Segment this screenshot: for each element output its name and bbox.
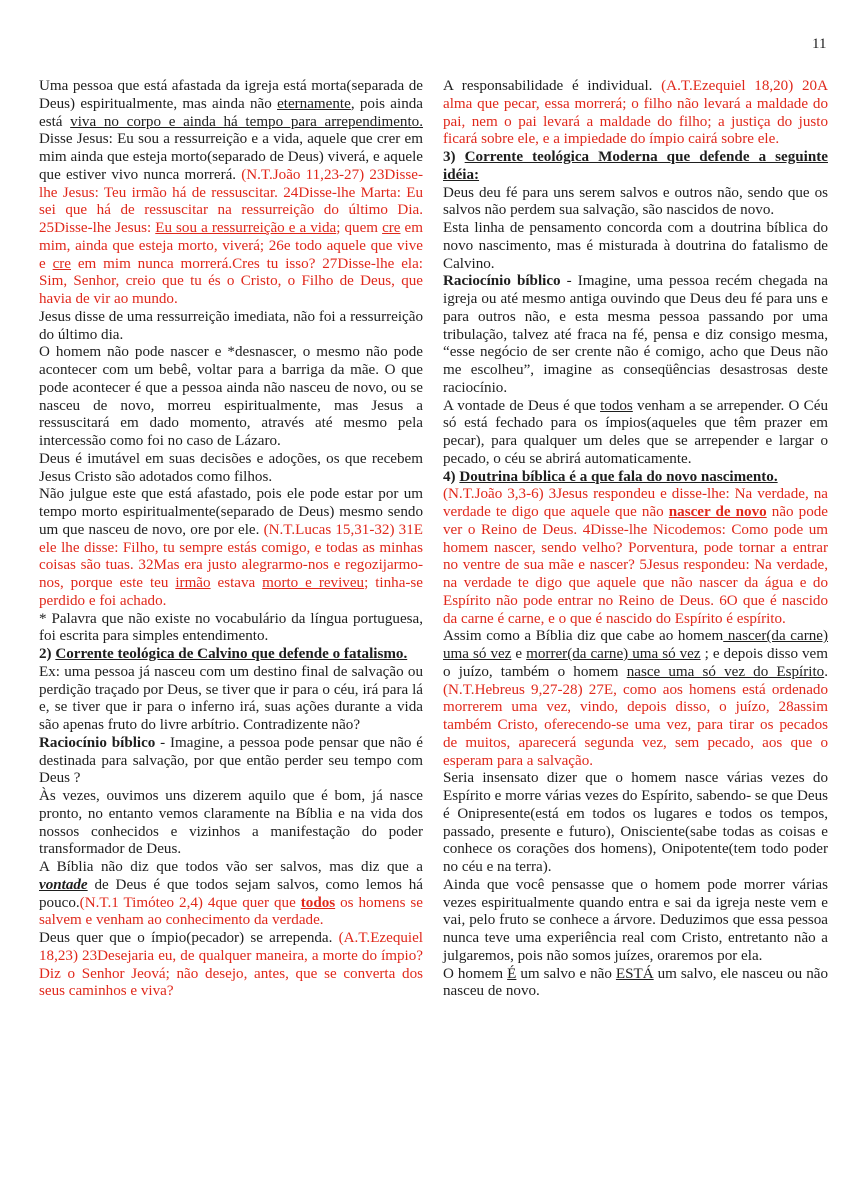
paragraph: Uma pessoa que está afastada da igreja está morta(separada de Deus) espiritualmente, mas ainda não eternamente, pois ainda está viva no corpo e ainda há tempo para arrependimento. Disse Jesus: Eu sou a ressurreição e a vida, aquele que crer em mim ainda que esteja morto(separado de Deus) viverá, e aquele que estiver vivo nunca morrerá. (N.T.João 11,23-27) 23Disse-lhe Jesus: Teu irmão há de ressuscitar. 24Disse-lhe Marta: Eu sei que há de ressuscitar na ressurreição do último Dia. 25Disse-lhe Jesus: Eu sou a ressurreição e a vida; quem cre em mim, ainda que esteja morto, viverá; 26e todo aquele que vive e cre em mim nunca morrerá.Cres tu isso? 27Disse-lhe ela: Sim, Senhor, creio que tu és o Cristo, o Filho de Deus, que havia de vir ao mundo. [39, 78, 423, 307]
paragraph: Jesus disse de uma ressurreição imediata, não foi a ressurreição do último dia. [39, 308, 423, 343]
right-column [443, 78, 828, 1001]
paragraph: Raciocínio bíblico - Imagine, a pessoa pode pensar que não é destinada para salvação, por que então perder seu tempo com Deus ? [39, 734, 423, 787]
paragraph: A responsabilidade é individual. (A.T.Ezequiel 18,20) 20A alma que pecar, essa morrerá; o filho não levará a maldade do pai, nem o pai levará a maldade do filho; a justiça do justo ficará sobre ele, e a impiedade do ímpio cairá sobre ele. [443, 78, 828, 148]
paragraph: Deus deu fé para uns serem salvos e outros não, sendo que os salvos não perdem sua salvação, são nascidos de novo. [443, 184, 828, 219]
paragraph: O homem não pode nascer e *desnascer, o mesmo não pode acontecer com um bebê, voltar para a barriga da mãe. O que pode acontecer é que a pessoa ainda não nasceu de novo, ou se nasceu de novo, morreu espiritualmente, mas Jesus a ressuscitará em dado momento, através até mesmo pela intercessão como foi no caso de Lázaro. [39, 344, 423, 449]
left-column [39, 78, 423, 1001]
paragraph: Deus é imutável em suas decisões e adoções, os que recebem Jesus Cristo são adotados como filhos. [39, 450, 423, 485]
scripture-quote: (N.T.João 3,3-6) 3Jesus respondeu e disse-lhe: Na verdade, na verdade te digo que aquele que não nascer de novo não pode ver o Reino de Deus. 4Disse-lhe Nicodemos: Como pode um homem nascer, sendo velho? Porventura, pode tornar a entrar no ventre de sua mãe e nascer? 5Jesus respondeu: Na verdade, na verdade te digo que aquele que não nascer da água e do Espírito não pode entrar no Reino de Deus. 6O que é nascido da carne é carne, e o que é nascido do Espírito é espírito. [443, 486, 828, 627]
section-heading-2: 2) Corrente teológica de Calvino que defende o fatalismo. [39, 646, 408, 662]
page-number: 11 [812, 36, 827, 52]
scripture-quote: (N.T.João 11,23-27) 23Disse-lhe Jesus: Teu irmão há de ressuscitar. 24Disse-lhe Marta: Eu sei que há de ressuscitar na ressurreição do último Dia. 25Disse-lhe Jesus: Eu sou a ressurreição e a vida; quem cre em mim, ainda que esteja morto, viverá; 26e todo aquele que vive e cre em mim nunca morrerá.Cres tu isso? 27Disse-lhe ela: Sim, Senhor, creio que tu és o Cristo, o Filho de Deus, que havia de vir ao mundo. [39, 166, 423, 307]
paragraph: A vontade de Deus é que todos venham a se arrepender. O Céu só está fechado para os ímpios(aqueles que têm prazer em pecar), para qualquer um deles que se arrepender e largar o pecado, o céu se abrirá automaticamente. [443, 397, 828, 467]
scripture-quote: (A.T.Ezequiel 18,23) 23Desejaria eu, de qualquer maneira, a morte do ímpio? Diz o Senhor Jeová; não desejo, antes, que se converta dos seus caminhos e viva? [39, 930, 423, 1000]
paragraph: Seria insensato dizer que o homem nasce várias vezes do Espírito e morre várias vezes do Espírito, sabendo- se que Deus é Onipresente(está em todos os lugares e todos os tempos, passado, presente e futuro), Onisciente(sabe todas as coisas e conhece os corações dos homens), Onipotente(tem todo poder no céu e na terra). [443, 770, 828, 875]
section-heading-3: 3) Corrente teológica Moderna que defende a seguinte idéia: [443, 149, 828, 183]
paragraph: Assim como a Bíblia diz que cabe ao homem nascer(da carne) uma só vez e morrer(da carne) uma só vez ; e depois disso vem o juízo, também o homem nasce uma só vez do Espírito. (N.T.Hebreus 9,27-28) 27E, como aos homens está ordenado morrerem uma vez, vindo, depois disso, o juízo, 28assim também Cristo, oferecendo-se uma vez, para tirar os pecados de muitos, aparecerá segunda vez, sem pecado, aos que o esperam para a salvação. [443, 628, 829, 769]
footnote: * Palavra que não existe no vocabulário da língua portuguesa, foi escrita para simples entendimento. [39, 610, 423, 645]
paragraph: Esta linha de pensamento concorda com a doutrina bíblica do novo nascimento, mas é misturada à doutrina do fatalismo de Calvino. [443, 220, 828, 272]
scripture-quote: (N.T.Lucas 15,31-32) 31E ele lhe disse: Filho, tu sempre estás comigo, e todas as minhas coisas são tuas. 32Mas era justo alegrarmo-nos e regozijarmo-nos, porque este teu irmão estava morto e reviveu; tinha-se perdido e foi achado. [39, 521, 423, 609]
paragraph: Ainda que você pensasse que o homem pode morrer várias vezes espiritualmente quando entra e sai da igreja neste vem e vai, pelo fruto se conhece a árvore. Deduzimos que essa pessoa nunca teve uma experiência real com Cristo, entretanto não a julgaremos, pois não somos juízes, oraremos por ela. [443, 876, 828, 964]
paragraph: Às vezes, ouvimos uns dizerem aquilo que é bom, já nasce pronto, no entanto vemos claramente na Bíblia e na vida dos nossos conhecidos e vizinhos a manifestação do poder transformador de Deus. [39, 788, 423, 858]
paragraph: Ex: uma pessoa já nasceu com um destino final de salvação ou perdição traçado por Deus, se tiver que ir para o céu, irá para lá e, se tiver que ir para o inferno irá, suas ações durante a vida são apenas fruto do livre arbítrio. Contradizente não? [39, 663, 423, 733]
scripture-quote: (N.T.1 Timóteo 2,4) 4que quer que todos os homens se salvem e venham ao conhecimento da verdade. [39, 894, 423, 929]
paragraph: Não julgue este que está afastado, pois ele pode estar por um tempo morto espiritualmente(separado de Deus) mesmo sendo um que nasceu de novo, ore por ele. (N.T.Lucas 15,31-32) 31E ele lhe disse: Filho, tu sempre estás comigo, e todas as minhas coisas são tuas. 32Mas era justo alegrarmo-nos e regozijarmo-nos, porque este teu irmão estava morto e reviveu; tinha-se perdido e foi achado. [39, 486, 423, 609]
paragraph: A Bíblia não diz que todos vão ser salvos, mas diz que a vontade de Deus é que todos sejam salvos, como lemos há pouco.(N.T.1 Timóteo 2,4) 4que quer que todos os homens se salvem e venham ao conhecimento da verdade. [39, 859, 423, 929]
paragraph: O homem É um salvo e não ESTÁ um salvo, ele nasceu ou não nasceu de novo. [443, 965, 828, 1000]
paragraph: Deus quer que o ímpio(pecador) se arrependa. (A.T.Ezequiel 18,23) 23Desejaria eu, de qualquer maneira, a morte do ímpio? Diz o Senhor Jeová; não desejo, antes, que se converta dos seus caminhos e viva? [39, 930, 423, 1000]
section-heading-4: 4) Doutrina bíblica é a que fala do novo nascimento. [443, 468, 778, 485]
scripture-quote: (N.T.Hebreus 9,27-28) 27E, como aos homens está ordenado morrerem uma vez, vindo, depois disso, o juízo, 28assim também Cristo, oferecendo-se uma vez, para tirar os pecados de muitos, aparecerá segunda vez, sem pecado, aos que o esperam para a salvação. [443, 681, 828, 769]
scripture-quote: (A.T.Ezequiel 18,20) 20A alma que pecar, essa morrerá; o filho não levará a maldade do pai, nem o pai levará a maldade do filho; a justiça do justo ficará sobre ele, e a impiedade do ímpio cairá sobre ele. [443, 78, 828, 148]
paragraph: Raciocínio bíblico - Imagine, uma pessoa recém chegada na igreja ou até mesmo antiga ouvindo que Deus deu fé para uns e para outros não, e esta mesma pessoa passando por uma tribulação, talvez até fraca na fé, pensa e diz consigo mesma, “esse negócio de ser crente não é comigo, acho que Deus não me escolheu”, imagine as conseqüências desastrosas deste raciocínio. [443, 273, 828, 396]
